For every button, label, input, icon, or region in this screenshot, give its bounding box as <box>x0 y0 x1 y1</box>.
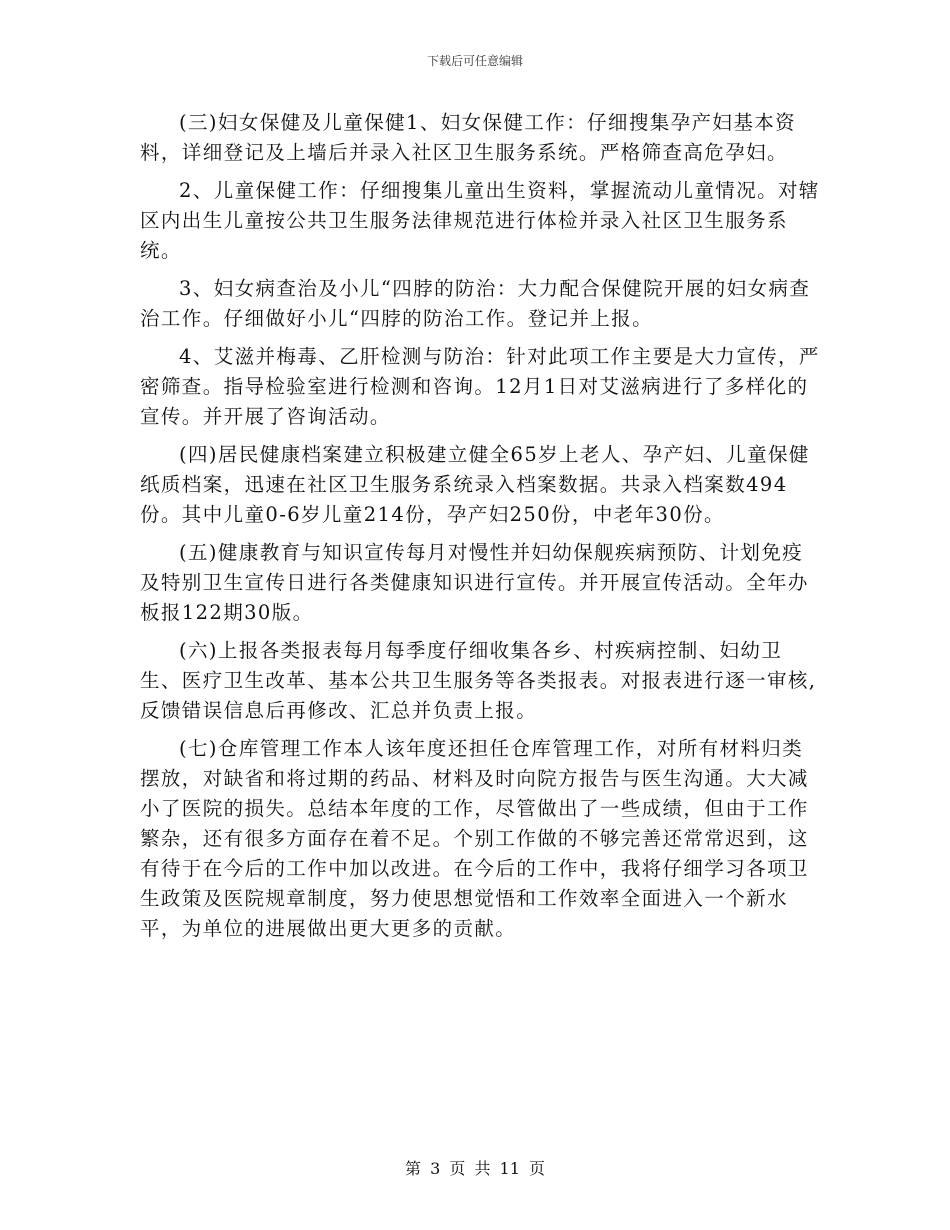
paragraph-aids-prevention: 4、艾滋并梅毒、乙肝检测与防治：针对此项工作主要是大力宣传，严密筛查。指导检验室进行检测和咨询。12月1日对艾滋病进行了多样化的宣传。并开展了咨询活动。 <box>140 345 820 428</box>
paragraph-warehouse-summary: (七)仓库管理工作本人该年度还担任仓库管理工作，对所有材料归类摆放，对缺省和将过期的药品、材料及时向院方报告与医生沟通。大大减小了医院的损失。总结本年度的工作，尽管做出了一些成绩，但由于工作繁杂，还有很多方面存在着不足。个别工作做的不够完善还常常迟到，这有待于在今后的工作中加以改进。在今后的工作中，我将仔细学习各项卫生政策及医院规章制度，努力使思想觉悟和工作效率全面进入一个新水平，为单位的进展做出更大更多的贡献。 <box>140 737 809 940</box>
paragraph-reports: (六)上报各类报表每月每季度仔细收集各乡、村疾病控制、妇幼卫生、医疗卫生改革、基本公共卫生服务等各类报表。对报表进行逐一审核,反馈错误信息后再修改、汇总并负责上报。 <box>140 639 817 722</box>
document-body <box>140 108 820 944</box>
paragraph-health-records: (四)居民健康档案建立积极建立健全65岁上老人、孕产妇、儿童保健纸质档案，迅速在社区卫生服务系统录入档案数据。共录入档案数494份。其中儿童0-6岁儿童214份，孕产妇250份，中老年30份。 <box>140 443 810 526</box>
page-number: 第 3 页 共 11 页 <box>405 1159 545 1178</box>
page-header: 下载后可任意编辑 <box>426 54 523 68</box>
paragraph-health-education: (五)健康教育与知识宣传每月对慢性并妇幼保舰疾病预防、计划免疫及特别卫生宣传日进行各类健康知识进行宣传。并开展宣传活动。全年办板报122期30版。 <box>140 541 809 624</box>
paragraph-women-disease: 3、妇女病查治及小儿“四脖的防治：大力配合保健院开展的妇女病查治工作。仔细做好小儿“四脖的防治工作。登记并上报。 <box>140 277 811 330</box>
paragraph-women-child-health: (三)妇女保健及儿童保健1、妇女保健工作：仔细搜集孕产妇基本资料，详细登记及上墙后并录入社区卫生服务系统。严格筛查高危孕妇。 <box>140 111 797 164</box>
paragraph-child-health: 2、儿童保健工作：仔细搜集儿童出生资料，掌握流动儿童情况。对辖区内出生儿童按公共卫生服务法律规范进行体检并录入社区卫生服务系统。 <box>140 179 820 262</box>
